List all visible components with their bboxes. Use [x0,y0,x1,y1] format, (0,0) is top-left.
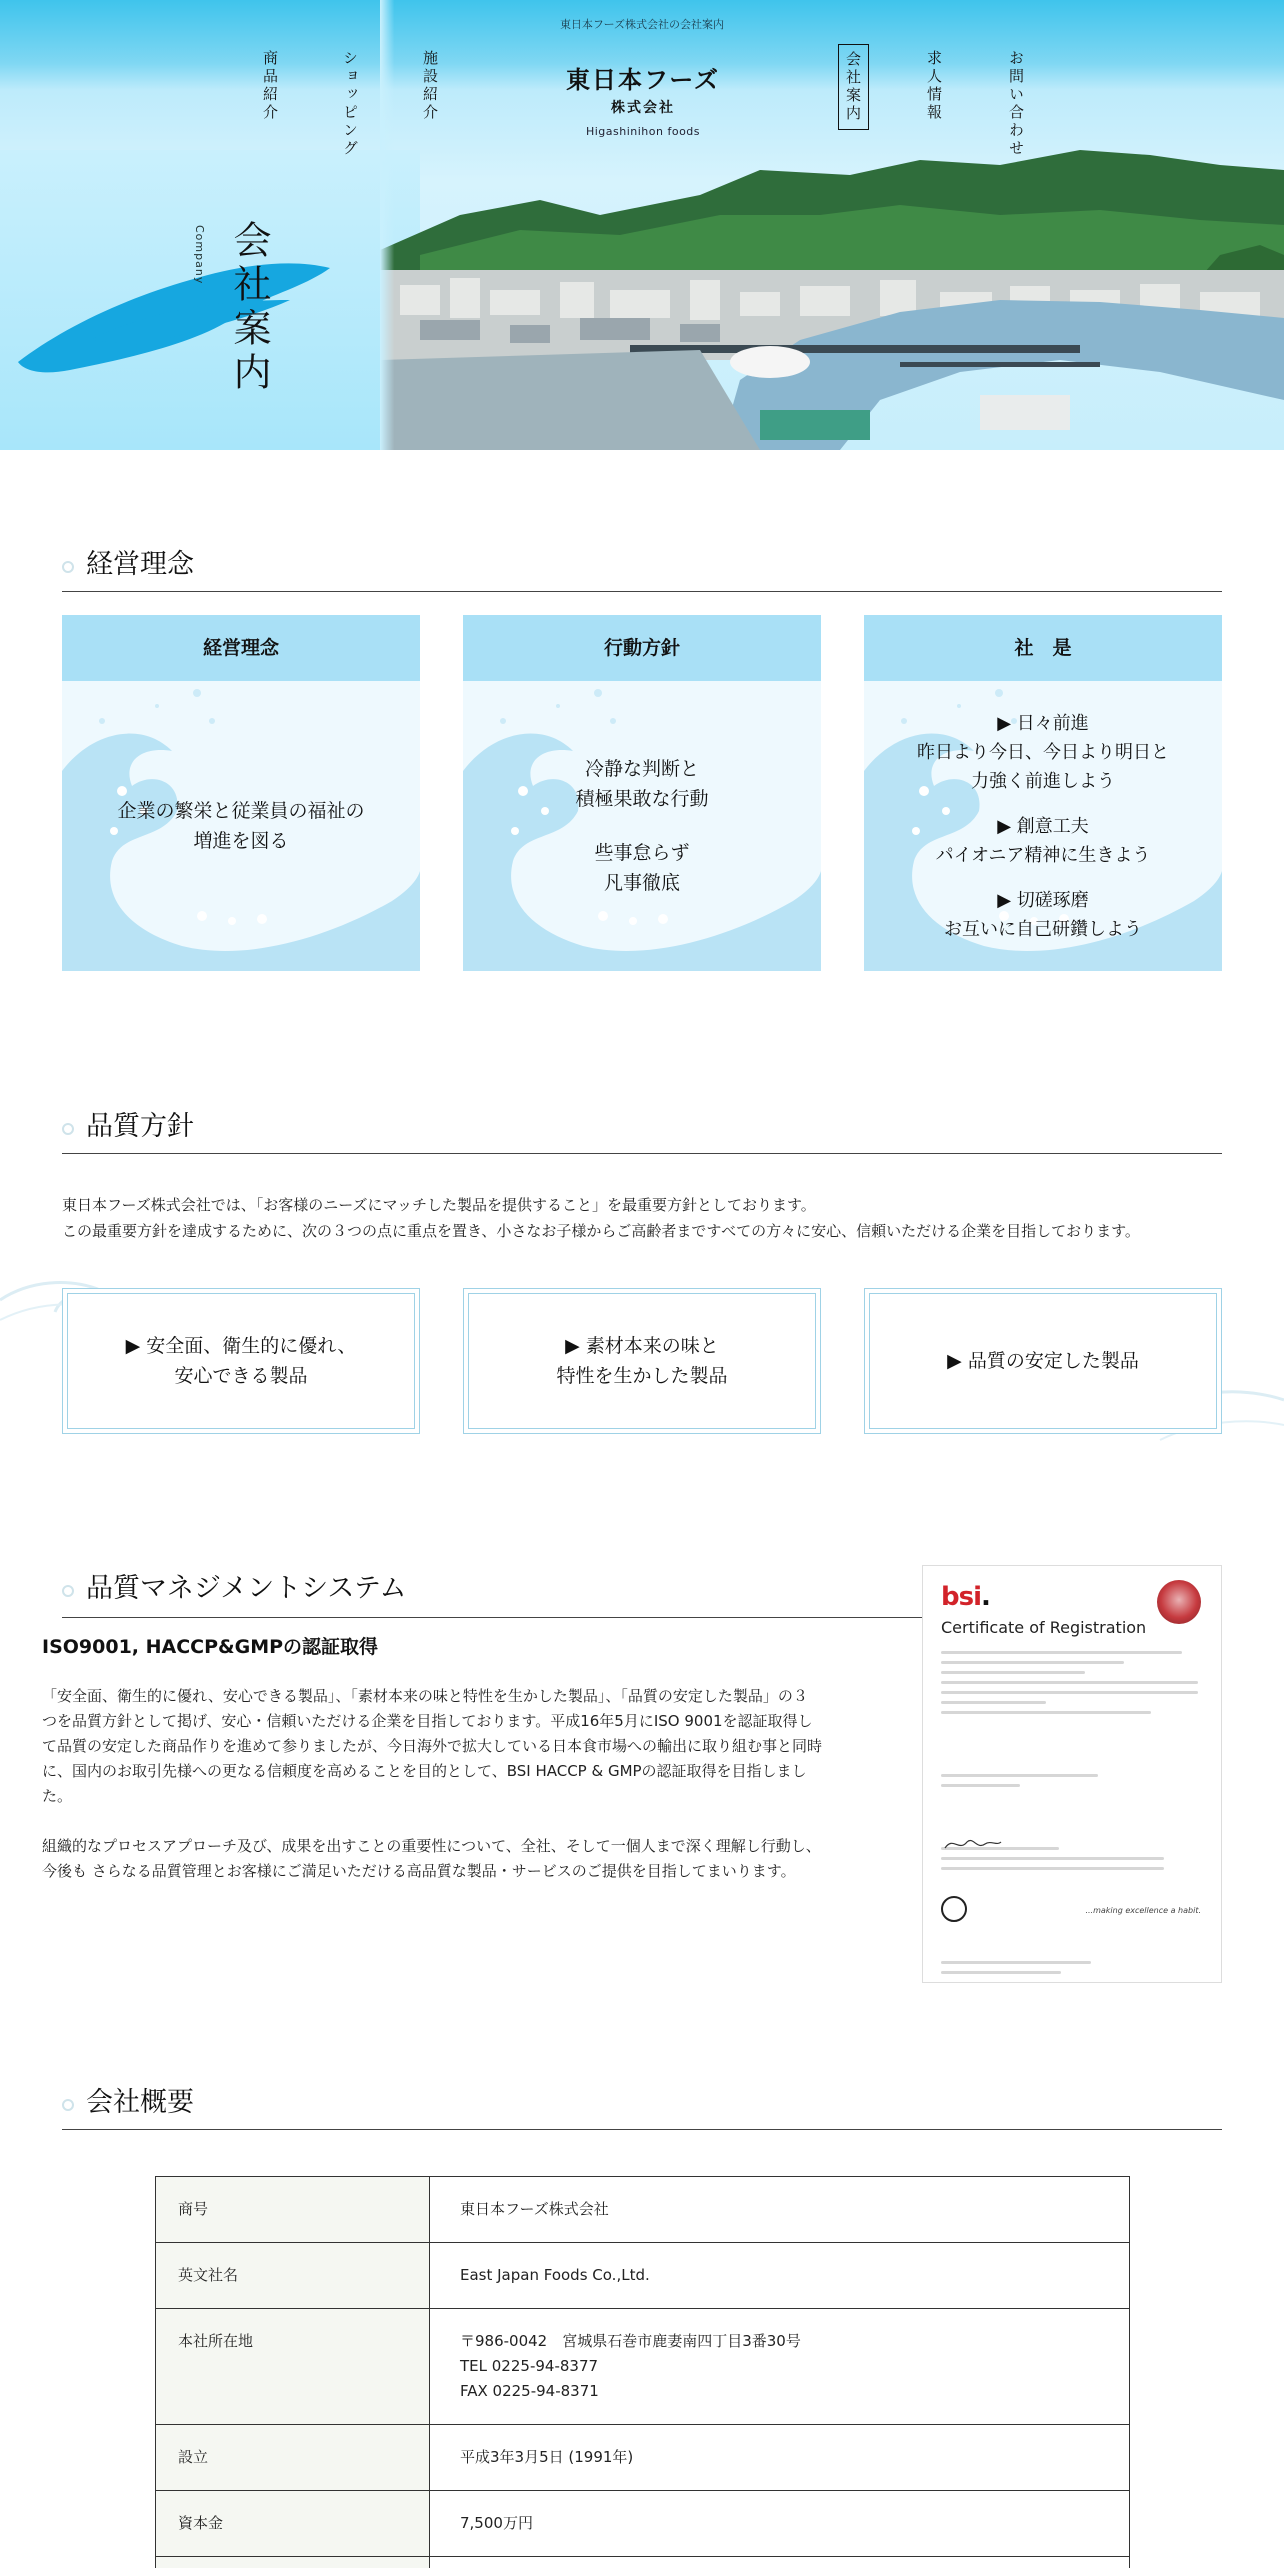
nav-recruit[interactable]: 求人情報 [925,50,943,122]
quality-point-text [67,1293,415,1429]
certificate-text-line [941,1661,1124,1664]
card-title: 行動方針 [463,615,821,681]
section-heading-qms [62,1560,924,1618]
card-title: 経営理念 [62,615,420,681]
quality-point-box [463,1288,821,1434]
qms-paragraph: 組織的なプロセスアプローチ及び、成果を出すことの重要性について、全社、そして一個人まで深く理解し行動し、 今後も さらなる品質管理とお客様にご満足いただける高品質な製品・サービスのご提供を目指してまいります。 [42,1837,821,1880]
card-line: 企業の繁栄と従業員の福祉の [117,800,365,822]
table-value-cell [430,2557,1130,2568]
table-key-cell: 商号 [156,2177,430,2243]
certificate-title: Certificate of Registration [941,1618,1147,1637]
card-line: パイオニア精神に生きよう [935,844,1151,866]
box-line: 特性を生かした製品 [556,1365,728,1387]
heading-text: 品質方針 [86,1111,194,1142]
card-line: 些事怠らず [594,842,690,864]
certificate-text-line [941,1867,1164,1870]
certificate-text-line [941,1691,1198,1694]
philosophy-card [62,615,420,971]
section-heading-quality-policy [62,1102,1222,1154]
quality-policy-text [62,1192,1242,1244]
card-line: ▶ 創意工夫 [997,815,1089,837]
card-line: 力強く前進しよう [971,770,1115,792]
card-line: お互いに自己研鑽しよう [944,918,1142,940]
table-row [156,2309,1130,2425]
table-row [156,2177,1130,2243]
policy-line: 東日本フーズ株式会社では、「お客様のニーズにマッチした製品を提供すること」を最重要方針としております。 [62,1196,816,1214]
table-row [156,2491,1130,2557]
certificate-text-line [941,1784,1020,1787]
heading-text: 会社概要 [86,2087,194,2118]
royal-charter-crest-icon [1157,1580,1201,1624]
page-title: 会社案内 [227,220,271,396]
nav-shopping[interactable]: ショッピング [341,50,359,158]
certificate-text-line [941,1671,1085,1674]
phone-line: TEL 0225-94-8377 [460,2357,599,2375]
card-body [62,681,420,971]
card-line: 増進を図る [193,830,289,852]
section-heading-philosophy [62,540,1222,592]
table-value-cell: 7,500万円 [430,2491,1130,2557]
policy-line: この最重要方針を達成するために、次の３つの点に重点を置き、小さなお子様からご高齢者まですべての方々に安心、信頼いただける企業を目指しております。 [62,1222,1140,1240]
section-heading-overview [62,2078,1222,2130]
heading-circle-icon [62,561,74,573]
card-line: ▶ 切磋琢磨 [997,889,1089,911]
box-line: 安心できる製品 [174,1365,308,1387]
box-line: ▶ 安全面、衛生的に優れ、 [125,1335,357,1357]
table-key-cell: 設立 [156,2425,430,2491]
card-line: ▶ 日々前進 [997,712,1089,734]
qms-subheading: ISO9001, HACCP&GMPの認証取得 [42,1636,379,1658]
table-row [156,2557,1130,2568]
quality-point-text [869,1293,1217,1429]
table-key-cell: 本社所在地 [156,2309,430,2425]
site-caption: 東日本フーズ株式会社の会社案内 [559,18,725,31]
certificate-text-line [941,1857,1164,1860]
table-row [156,2243,1130,2309]
company-motto-card [864,615,1222,971]
card-body [463,681,821,971]
certificate-image[interactable] [922,1565,1222,1983]
qms-paragraph: 「安全面、衛生的に優れ、安心できる製品」、「素材本来の味と特性を生かした製品」、「品質の安定した製品」の３つを品質方針として掲げ、安心・信頼いただける企業を目指しております。平成16年5月にISO 9001を認証取得して品質の安定した商品作りを進めて参りましたが、今日海外で拡大している日本食市場への輸出に取り組む事と同時に、国内のお取引先様への更なる信頼度を高めることを目的として、BSI HACCP & GMPの認証取得を目指しました。 [42,1687,823,1805]
card-line: 昨日より今日、今日より明日と [917,741,1169,763]
card-title: 社 是 [864,615,1222,681]
certificate-text-line [941,1711,1151,1714]
table-value-cell: 東日本フーズ株式会社 [430,2177,1130,2243]
company-overview-table [155,2176,1130,2568]
fax-line: FAX 0225-94-8371 [460,2382,599,2400]
certification-seal-icon [941,1896,967,1922]
nav-company[interactable]: 会社案内 [838,44,869,130]
quality-point-text [468,1293,816,1429]
logo-main-text: 東日本フーズ [565,65,721,94]
box-line: ▶ 素材本来の味と [565,1335,719,1357]
logo-sub-text: 株式会社 [611,100,675,116]
certificate-text-line [941,1681,1198,1684]
action-policy-card [463,615,821,971]
certificate-tagline: ...making excellence a habit. [1085,1906,1201,1915]
heading-text: 品質マネジメントシステム [86,1573,407,1604]
heading-circle-icon [62,2099,74,2111]
signature-icon [943,1834,1003,1854]
heading-text: 経営理念 [86,549,194,580]
nav-products[interactable]: 商品紹介 [261,50,279,122]
bsi-brand-text: bsi [941,1582,981,1612]
table-row [156,2425,1130,2491]
certificate-text-line [941,1971,1061,1974]
table-key-cell: 資本金 [156,2491,430,2557]
bsi-logo: bsi. [941,1582,990,1612]
hero-header [0,0,1284,450]
card-body [864,681,1222,971]
table-key-cell [156,2557,430,2568]
certificate-text-line [941,1961,1091,1964]
address-line: 〒986-0042 宮城県石巻市鹿妻南四丁目3番30号 [460,2332,801,2350]
card-line: 凡事徹底 [603,872,680,894]
certificate-text-line [941,1774,1098,1777]
logo-english-text: Higashinihon foods [585,125,701,138]
card-line: 冷静な判断と [584,758,699,780]
nav-contact[interactable]: お問い合わせ [1007,50,1025,158]
table-key-cell: 英文社名 [156,2243,430,2309]
heading-circle-icon [62,1585,74,1597]
heading-circle-icon [62,1123,74,1135]
nav-facilities[interactable]: 施設紹介 [421,50,439,122]
quality-point-box [62,1288,420,1434]
certificate-text-line [941,1701,1046,1704]
site-logo[interactable] [548,60,738,138]
table-value-cell [430,2309,1130,2425]
table-value-cell: East Japan Foods Co.,Ltd. [430,2243,1130,2309]
box-line: ▶ 品質の安定した製品 [947,1350,1139,1372]
quality-point-box [864,1288,1222,1434]
page-title-en: Company [193,225,206,285]
card-line: 積極果敢な行動 [575,788,709,810]
certificate-text-line [941,1651,1182,1654]
table-value-cell: 平成3年3月5日 (1991年) [430,2425,1130,2491]
